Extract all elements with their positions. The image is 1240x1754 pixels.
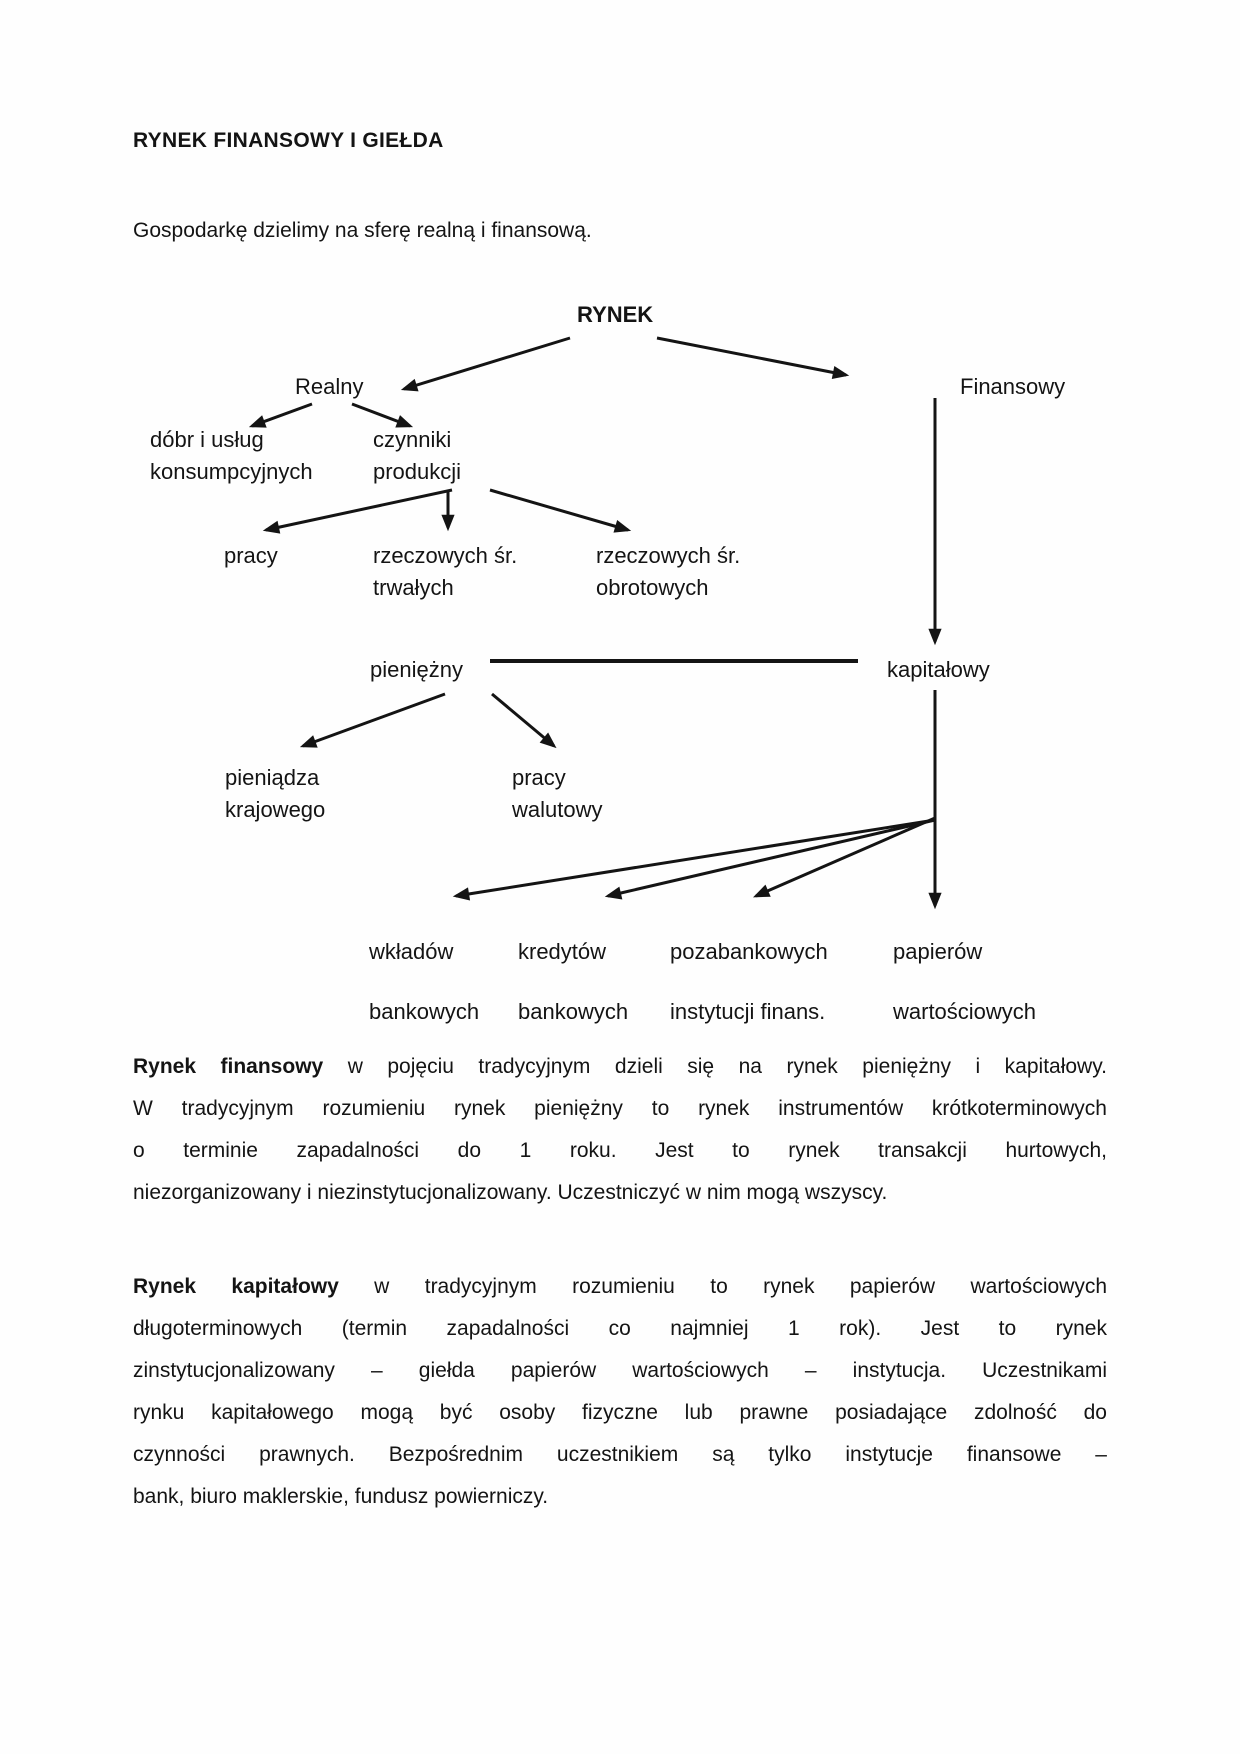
node-pieniezny: pieniężny (370, 657, 463, 682)
node-line: wkładów (369, 939, 454, 964)
node-line: produkcji (373, 459, 462, 484)
node-line: pieniądza (225, 765, 320, 790)
arrow-pieniezny-walutowy (492, 694, 554, 746)
node-line: walutowy (512, 797, 603, 822)
node-pozabankowych-instytucji (670, 936, 828, 1028)
node-line: trwałych (373, 575, 454, 600)
arrow-kapitalowy-kredyty (608, 820, 935, 896)
arrow-kapitalowy-wklady (456, 820, 935, 896)
node-kapitalowy: kapitałowy (887, 657, 990, 682)
node-line: kredytów (518, 939, 607, 964)
node-realny: Realny (295, 374, 364, 399)
node-line: bankowych (518, 999, 629, 1024)
arrow-rynek-finansowy (657, 338, 846, 375)
node-rzeczowych-obrotowych (596, 540, 740, 604)
paragraph-line: zinstytucjonalizowany – giełda papierów wartościowych – instytucja. Uczestnikami (133, 1359, 1107, 1382)
arrow-realny-dobr (252, 404, 312, 426)
paragraph-rynek-kapitalowy (133, 1266, 1107, 1518)
paragraph-rynek-finansowy (133, 1046, 1107, 1214)
paragraph-lead: Rynek kapitałowy (133, 1275, 339, 1298)
arrow-produkcja-pracy (266, 490, 452, 530)
node-kredytow-bankowych (518, 936, 628, 1028)
node-rynek: RYNEK (577, 302, 654, 327)
arrow-realny-czynniki (352, 404, 410, 426)
node-pracy: pracy (224, 543, 278, 568)
node-line: instytucji finans. (670, 999, 826, 1024)
paragraph-line: Rynek kapitałowy w tradycyjnym rozumieniu to rynek papierów wartościowych (133, 1275, 1108, 1298)
arrow-kapitalowy-pozabankowe (756, 818, 935, 896)
paragraph-lead: Rynek finansowy (133, 1055, 324, 1078)
paragraph-line: bank, biuro maklerskie, fundusz powierniczy. (133, 1485, 549, 1508)
paragraph-line: Rynek finansowy w pojęciu tradycyjnym dzieli się na rynek pieniężny i kapitałowy. (133, 1055, 1107, 1078)
paragraph-line: o terminie zapadalności do 1 roku. Jest to rynek transakcji hurtowych, (133, 1139, 1107, 1162)
node-line: czynniki (373, 427, 452, 452)
node-pracy-walutowy (512, 762, 602, 826)
paragraph-line: czynności prawnych. Bezpośrednim uczestnikiem są tylko instytucje finansowe – (133, 1443, 1107, 1466)
node-line: obrotowych (596, 575, 709, 600)
node-line: dóbr i usług (150, 427, 264, 452)
paragraph-line: W tradycyjnym rozumieniu rynek pieniężny to rynek instrumentów krótkoterminowych (133, 1097, 1107, 1120)
node-papierow-wartosciowych (893, 936, 1036, 1028)
node-line: krajowego (225, 797, 326, 822)
paragraph-line: rynku kapitałowego mogą być osoby fizyczne lub prawne posiadające zdolność do (133, 1401, 1107, 1424)
paragraph-line: niezorganizowany i niezinstytucjonalizowany. Uczestniczyć w nim mogą wszyscy. (133, 1181, 888, 1204)
arrow-produkcja-obrotowe (490, 490, 628, 530)
arrow-rynek-realny (404, 338, 570, 389)
arrow-pieniezny-pieniadza (303, 694, 445, 746)
node-dobr-i-uslug (150, 424, 313, 488)
node-wkladow-bankowych (369, 936, 479, 1028)
node-line: wartościowych (893, 999, 1037, 1024)
node-line: pozabankowych (670, 939, 828, 964)
node-pieniadza-krajowego (225, 762, 325, 826)
node-line: bankowych (369, 999, 480, 1024)
node-czynniki-produkcji (373, 424, 461, 488)
node-line: rzeczowych śr. (596, 543, 741, 568)
intro-text: Gospodarkę dzielimy na sferę realną i finansową. (133, 219, 592, 242)
paragraph-line: długoterminowych (termin zapadalności co najmniej 1 rok). Jest to rynek (133, 1317, 1107, 1340)
node-line: konsumpcyjnych (150, 459, 313, 484)
node-line: rzeczowych śr. (373, 543, 518, 568)
node-finansowy: Finansowy (960, 374, 1066, 399)
node-line: papierów (893, 939, 983, 964)
node-line: pracy (512, 765, 566, 790)
page-title: RYNEK FINANSOWY I GIEŁDA (133, 129, 444, 152)
node-rzeczowych-trwalych (373, 540, 517, 604)
